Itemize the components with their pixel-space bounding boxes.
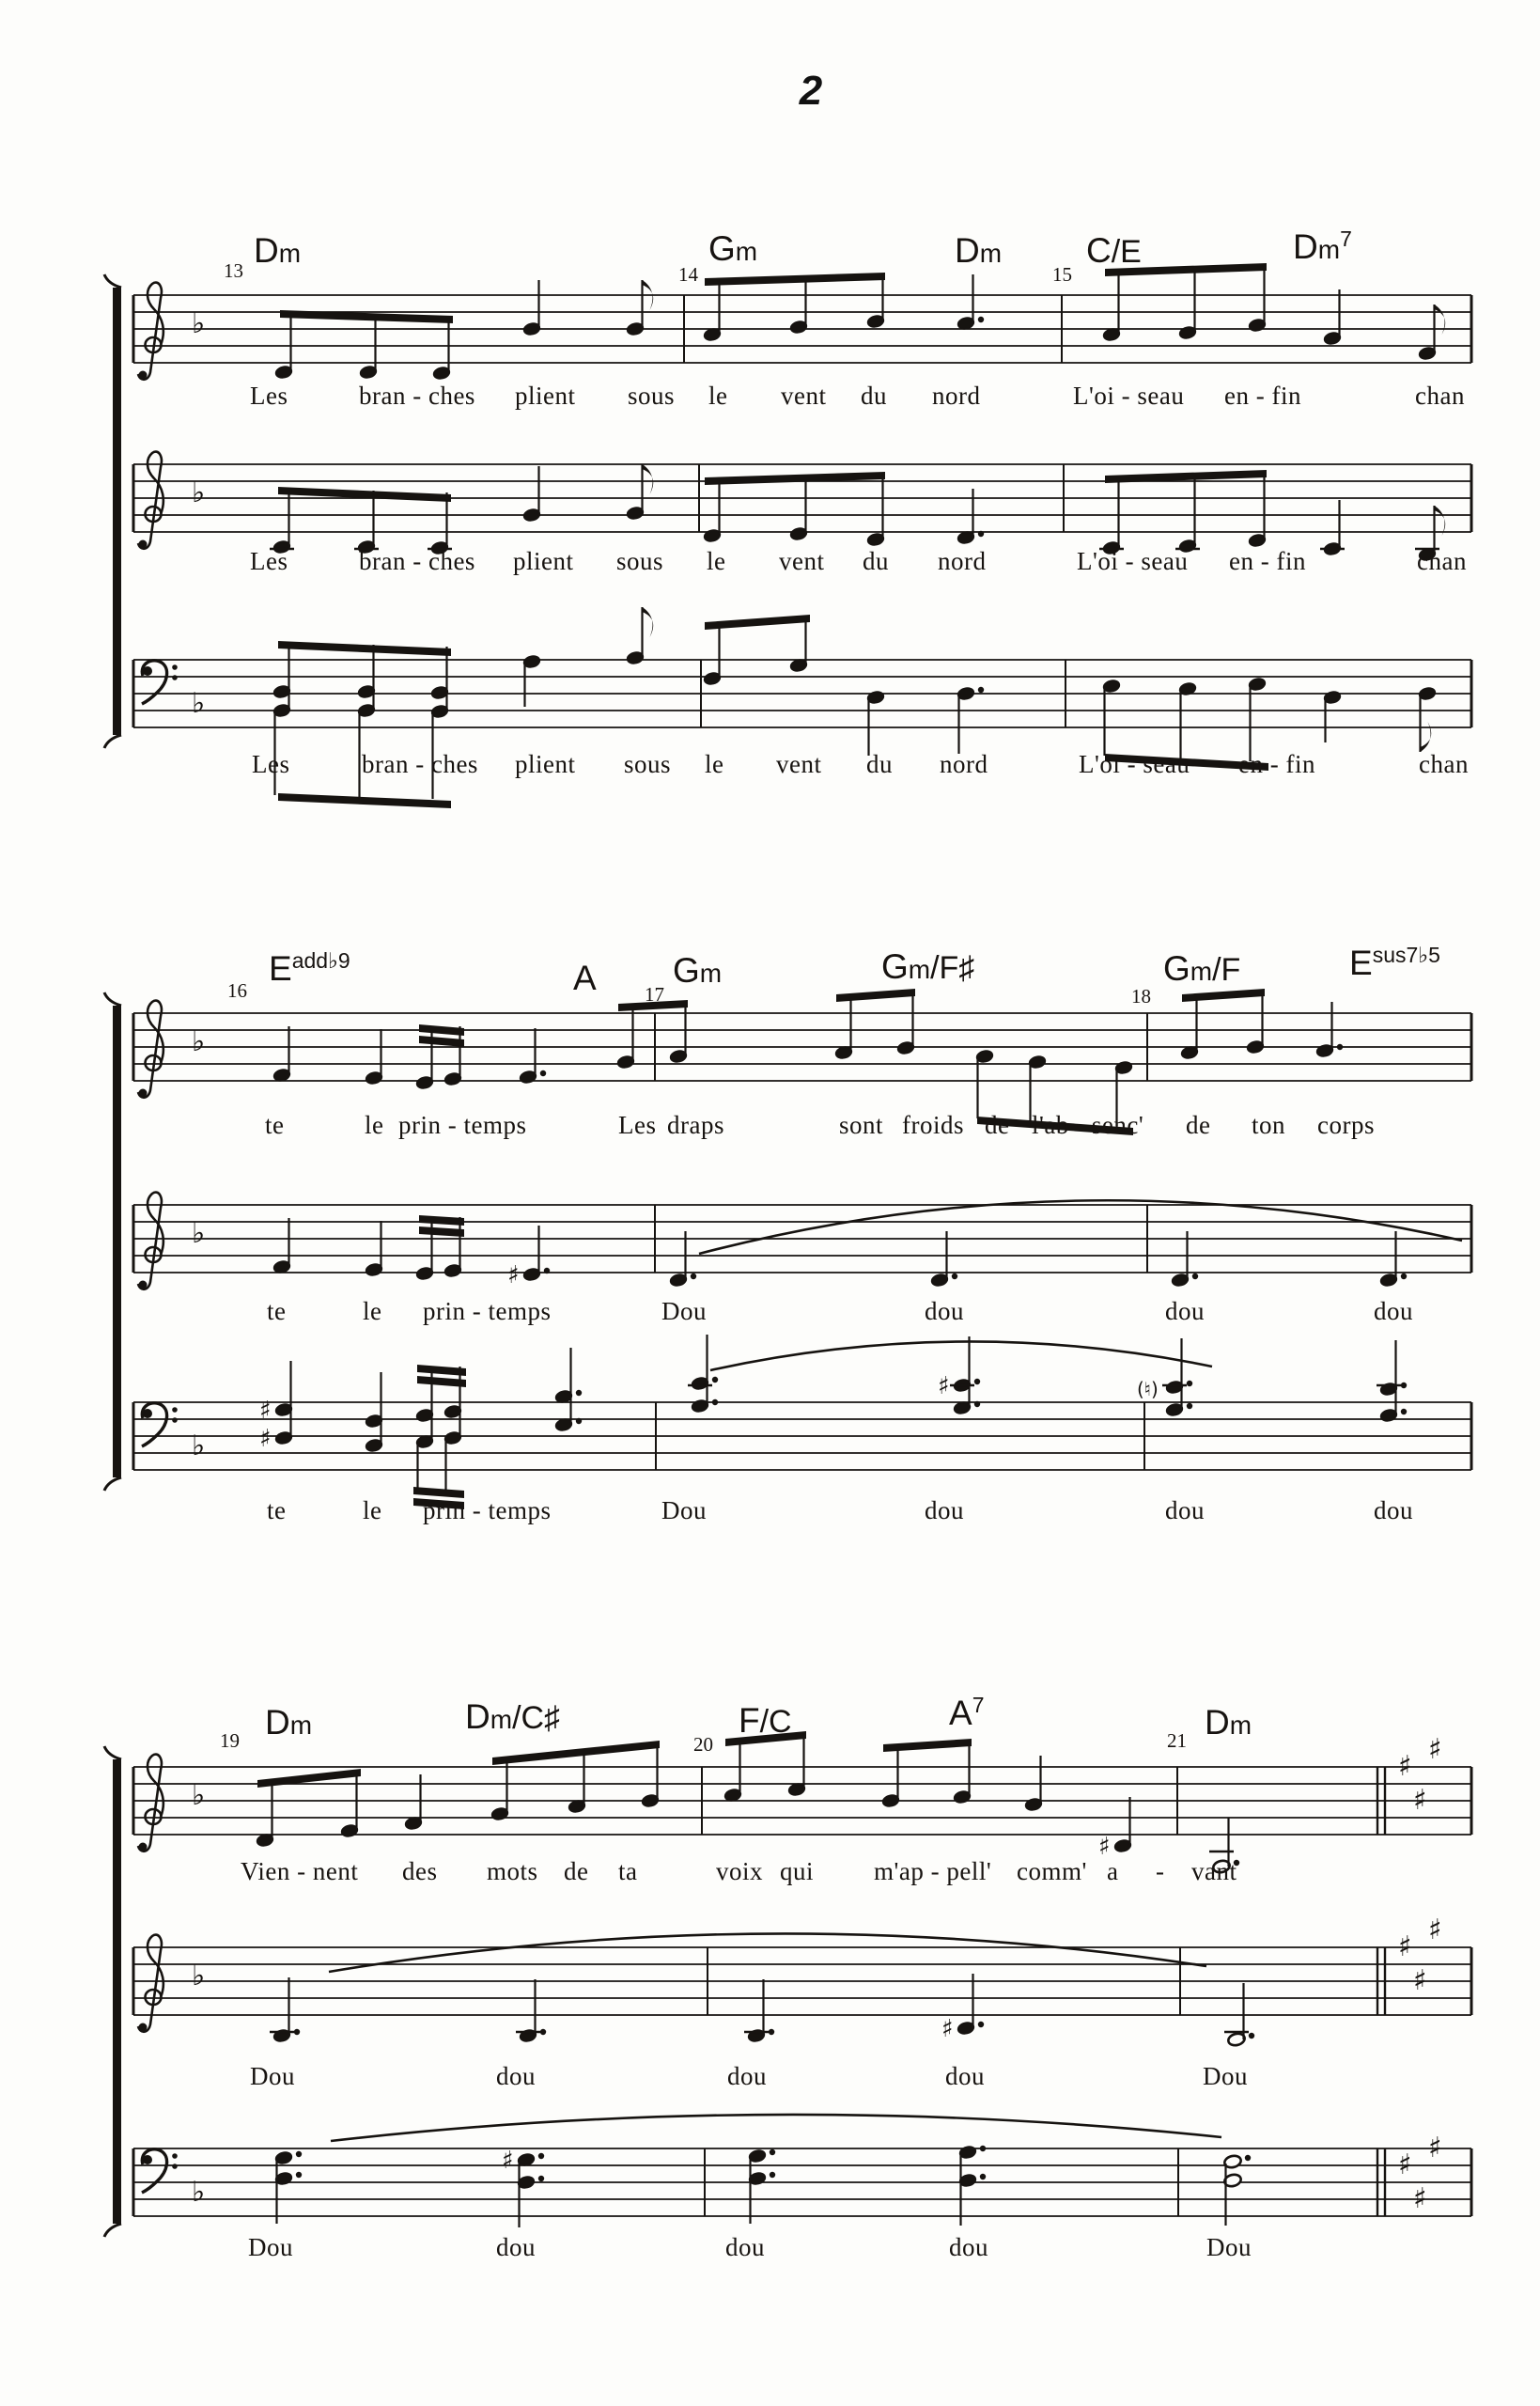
lyric-syllable: chan — [1415, 382, 1465, 410]
chord-root: D — [1205, 1703, 1230, 1742]
chord-root: C — [1086, 231, 1112, 270]
lyric-syllable: bran - ches — [362, 750, 478, 778]
lyric-syllable: dou — [725, 2233, 765, 2261]
svg-text:♭: ♭ — [192, 1430, 206, 1462]
lyric-syllable: - — [1156, 1857, 1165, 1885]
lyric-syllable: mots — [487, 1857, 538, 1885]
svg-text:♭: ♭ — [192, 687, 206, 720]
svg-text:♯: ♯ — [1428, 1733, 1442, 1766]
lyric-syllable: vent — [776, 750, 822, 778]
chord-root: G — [708, 229, 736, 268]
lyric-syllable: Dou — [661, 1297, 707, 1325]
lyric-syllable: le — [365, 1111, 384, 1139]
svg-text:♭: ♭ — [192, 477, 206, 509]
chord-label — [708, 229, 757, 269]
lyric-syllable: en - fin — [1229, 547, 1306, 575]
lyric-syllable: corps — [1317, 1111, 1375, 1139]
chord-bass: /F♯ — [930, 950, 975, 986]
lyric-syllable: plient — [515, 750, 576, 778]
svg-text:♯: ♯ — [502, 2147, 514, 2175]
lyric-syllable: dou — [727, 2062, 767, 2090]
chord-label — [269, 949, 350, 989]
chord-qual: m — [289, 1711, 313, 1740]
chord-root: E — [269, 949, 292, 988]
chord-root: G — [673, 951, 700, 990]
chord-bass: /C — [759, 1704, 792, 1740]
chord-root: D — [254, 231, 279, 270]
lyric-syllable: dou — [1374, 1297, 1413, 1325]
lyric-syllable: Les — [250, 382, 288, 410]
measure-number: 15 — [1052, 263, 1072, 286]
lyric-syllable: Les — [250, 547, 288, 575]
lyric-syllable: a — [1107, 1857, 1119, 1885]
page-number: 2 — [799, 68, 823, 114]
lyric-syllable: dou — [949, 2233, 988, 2261]
lyric-syllable: le — [708, 382, 728, 410]
chord-label — [881, 947, 974, 987]
svg-text:♯: ♯ — [938, 1372, 950, 1400]
chord-root: A — [573, 959, 597, 997]
chord-label — [739, 1701, 792, 1741]
lyric-syllable: Les — [618, 1111, 657, 1139]
svg-text:♯: ♯ — [1428, 1914, 1442, 1946]
lyric-syllable: plient — [513, 547, 574, 575]
chord-sup: 7 — [1340, 227, 1352, 251]
chord-label — [955, 231, 1002, 271]
chord-root: D — [265, 1703, 290, 1742]
svg-text:♯: ♯ — [1098, 1833, 1111, 1861]
lyric-syllable: sous — [628, 382, 676, 410]
chord-sup: add♭9 — [291, 948, 350, 973]
lyric-syllable: le — [363, 1297, 382, 1325]
lyric-syllable: bran - ches — [359, 382, 475, 410]
lyric-syllable: du — [866, 750, 893, 778]
lyric-syllable: sous — [624, 750, 672, 778]
lyric-syllable: L'oi - seau — [1077, 547, 1189, 575]
lyric-syllable: dou — [496, 2062, 536, 2090]
lyric-syllable: comm' — [1017, 1857, 1087, 1885]
lyric-syllable: l'ab - senc' — [1032, 1111, 1144, 1139]
chord-qual: m — [979, 239, 1003, 268]
lyric-syllable: prin - temps — [423, 1496, 552, 1524]
lyric-syllable: le — [363, 1496, 382, 1524]
lyric-syllable: dou — [945, 2062, 985, 2090]
svg-text:♯: ♯ — [941, 2015, 954, 2043]
svg-text:♯: ♯ — [1398, 1750, 1412, 1783]
svg-text:♭: ♭ — [192, 1960, 206, 1992]
lyric-syllable: vant — [1191, 1857, 1237, 1885]
chord-sup: sus7♭5 — [1372, 943, 1440, 967]
chord-label — [673, 951, 722, 991]
chord-root: D — [465, 1697, 490, 1736]
svg-text:♯: ♯ — [1398, 2148, 1412, 2181]
lyric-syllable: sont — [839, 1111, 884, 1139]
svg-text:♯: ♯ — [1428, 2132, 1442, 2164]
lyric-syllable: ta — [618, 1857, 638, 1885]
lyric-syllable: de — [564, 1857, 589, 1885]
lyric-syllable: te — [267, 1297, 287, 1325]
lyric-syllable: chan — [1417, 547, 1467, 575]
svg-text:♯: ♯ — [1413, 2182, 1427, 2215]
chord-root: F — [739, 1701, 760, 1740]
measure-number: 19 — [220, 1729, 240, 1752]
chord-qual: m — [1229, 1711, 1252, 1740]
measure-number: 17 — [645, 983, 664, 1006]
measure-number: 20 — [693, 1733, 713, 1756]
lyric-syllable: de — [985, 1111, 1010, 1139]
lyric-syllable: du — [863, 547, 889, 575]
chord-label — [1163, 949, 1240, 989]
svg-text:♭: ♭ — [192, 1025, 206, 1058]
chord-sup: 7 — [972, 1693, 985, 1717]
lyric-syllable: de — [1186, 1111, 1211, 1139]
lyric-syllable: vent — [781, 382, 827, 410]
svg-text:♯: ♯ — [259, 1425, 272, 1453]
chord-bass: /C♯ — [512, 1700, 561, 1736]
svg-text:♭: ♭ — [192, 1779, 206, 1812]
chord-qual: m — [735, 237, 758, 266]
lyric-syllable: Dou — [1206, 2233, 1252, 2261]
lyric-syllable: sous — [616, 547, 664, 575]
lyric-syllable: Dou — [248, 2233, 293, 2261]
chord-root: G — [881, 947, 909, 986]
chord-label — [949, 1694, 984, 1733]
lyric-syllable: voix — [716, 1857, 764, 1885]
chord-qual: m — [490, 1705, 513, 1734]
lyric-syllable: froids — [902, 1111, 964, 1139]
lyric-syllable: prin - temps — [423, 1297, 552, 1325]
svg-text:♯: ♯ — [1398, 1930, 1412, 1963]
chord-root: D — [955, 231, 980, 270]
chord-label — [1205, 1703, 1252, 1742]
lyric-syllable: le — [707, 547, 726, 575]
chord-qual: m — [908, 955, 931, 984]
chord-label — [1086, 231, 1142, 271]
svg-text:♯: ♯ — [259, 1397, 272, 1425]
lyric-syllable: qui — [780, 1857, 815, 1885]
chord-label — [254, 231, 301, 271]
measure-number: 14 — [678, 263, 698, 286]
chord-qual: m — [278, 239, 302, 268]
lyric-syllable: vent — [779, 547, 825, 575]
lyric-syllable: Vien - nent — [241, 1857, 359, 1885]
svg-text:(♮): (♮) — [1137, 1378, 1159, 1400]
lyric-syllable: Dou — [250, 2062, 295, 2090]
lyric-syllable: des — [402, 1857, 438, 1885]
svg-text:♯: ♯ — [507, 1261, 520, 1289]
svg-text:♭: ♭ — [192, 307, 206, 340]
lyric-syllable: en - fin — [1224, 382, 1301, 410]
lyric-syllable: Dou — [661, 1496, 707, 1524]
measure-number: 13 — [224, 259, 243, 282]
chord-bass: /E — [1111, 234, 1142, 270]
chord-root: D — [1293, 227, 1318, 266]
lyric-syllable: Dou — [1203, 2062, 1248, 2090]
lyric-syllable: draps — [667, 1111, 724, 1139]
lyric-syllable: dou — [1165, 1297, 1205, 1325]
lyric-syllable: prin - temps — [398, 1111, 527, 1139]
chord-label — [265, 1703, 312, 1742]
lyric-syllable: m'ap - pell' — [874, 1857, 992, 1885]
measure-number: 21 — [1167, 1729, 1187, 1752]
lyric-syllable: en - fin — [1238, 750, 1315, 778]
measure-number: 18 — [1131, 985, 1151, 1008]
lyric-syllable: nord — [932, 382, 981, 410]
chord-label — [1349, 944, 1440, 983]
lyric-syllable: te — [265, 1111, 285, 1139]
lyric-syllable: te — [267, 1496, 287, 1524]
lyric-syllable: du — [861, 382, 887, 410]
chord-root: A — [949, 1694, 972, 1732]
lyric-syllable: le — [705, 750, 724, 778]
lyric-syllable: L'oi - seau — [1079, 750, 1190, 778]
svg-text:♯: ♯ — [1413, 1964, 1427, 1997]
chord-root: G — [1163, 949, 1190, 988]
lyric-syllable: nord — [940, 750, 988, 778]
lyric-syllable: L'oi - seau — [1073, 382, 1185, 410]
svg-text:♭: ♭ — [192, 2176, 206, 2209]
chord-label — [465, 1697, 560, 1737]
measure-number: 16 — [227, 979, 247, 1002]
chord-qual: m — [1190, 957, 1213, 986]
lyric-syllable: bran - ches — [359, 547, 475, 575]
lyric-syllable: dou — [1165, 1496, 1205, 1524]
lyric-syllable: plient — [515, 382, 576, 410]
chord-label — [573, 959, 597, 998]
chord-qual: m — [699, 959, 723, 988]
lyric-syllable: dou — [925, 1297, 964, 1325]
svg-text:♭: ♭ — [192, 1217, 206, 1250]
lyric-syllable: dou — [496, 2233, 536, 2261]
lyric-syllable: ton — [1252, 1111, 1286, 1139]
lyric-syllable: nord — [938, 547, 987, 575]
lyric-syllable: chan — [1419, 750, 1469, 778]
lyric-syllable: dou — [1374, 1496, 1413, 1524]
lyric-syllable: dou — [925, 1496, 964, 1524]
chord-label — [1293, 227, 1352, 267]
svg-text:♯: ♯ — [1413, 1784, 1427, 1817]
chord-qual: m — [1317, 235, 1341, 264]
chord-root: E — [1349, 944, 1373, 982]
chord-bass: /F — [1212, 952, 1241, 988]
lyric-syllable: Les — [252, 750, 290, 778]
